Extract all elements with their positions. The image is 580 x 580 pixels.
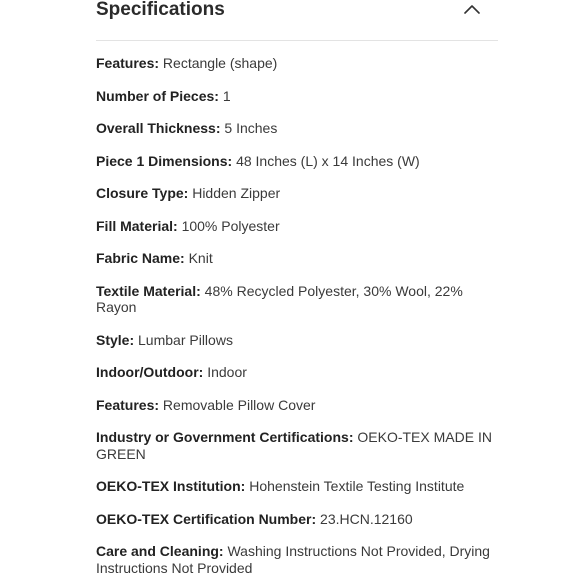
spec-value: Washing Instructions Not Provided, Drying Instructions Not Provided bbox=[96, 543, 490, 576]
section-title: Specifications bbox=[96, 0, 225, 20]
spec-label: Overall Thickness: bbox=[96, 120, 221, 136]
spec-value: Knit bbox=[188, 250, 213, 266]
spec-item bbox=[96, 397, 496, 414]
spec-label: OEKO-TEX Institution: bbox=[96, 478, 246, 494]
spec-item bbox=[96, 511, 496, 528]
spec-item bbox=[96, 153, 496, 170]
spec-label: Features: bbox=[96, 396, 160, 413]
spec-item bbox=[96, 120, 496, 137]
spec-label: Style: bbox=[96, 331, 135, 348]
spec-label: Closure Type: bbox=[96, 185, 189, 201]
spec-value: 100% Polyester bbox=[181, 217, 280, 234]
spec-item bbox=[96, 250, 496, 267]
spec-label: Number of Pieces: bbox=[96, 87, 219, 104]
chevron-up-icon[interactable] bbox=[464, 3, 480, 15]
spec-item bbox=[96, 185, 496, 202]
spec-item bbox=[96, 364, 496, 381]
spec-label: OEKO-TEX Certification Number: bbox=[96, 510, 317, 527]
spec-value: Indoor bbox=[207, 364, 247, 380]
spec-label: Fill Material: bbox=[96, 217, 178, 234]
spec-label: Industry or Government Certifications: bbox=[96, 429, 354, 445]
spec-item bbox=[96, 88, 496, 105]
spec-label: Textile Material: bbox=[96, 282, 201, 299]
specifications-header[interactable] bbox=[96, 0, 498, 41]
spec-item bbox=[96, 55, 496, 72]
spec-item bbox=[96, 332, 496, 349]
spec-value: Rectangle (shape) bbox=[162, 55, 278, 71]
spec-value: Hohenstein Textile Testing Institute bbox=[249, 478, 465, 494]
spec-item bbox=[96, 429, 496, 462]
spec-value: 1 bbox=[222, 87, 231, 104]
spec-value: OEKO-TEX MADE IN GREEN bbox=[96, 429, 492, 462]
spec-label: Features: bbox=[96, 55, 160, 71]
spec-label: Indoor/Outdoor: bbox=[96, 364, 204, 380]
spec-item bbox=[96, 283, 496, 316]
spec-value: 48% Recycled Polyester, 30% Wool, 22% Rayon bbox=[96, 282, 463, 315]
spec-value: 23.HCN.12160 bbox=[320, 510, 413, 527]
specifications-list bbox=[96, 55, 496, 580]
spec-item bbox=[96, 218, 496, 235]
spec-item bbox=[96, 478, 496, 495]
spec-value: Hidden Zipper bbox=[192, 185, 281, 201]
spec-item bbox=[96, 543, 496, 576]
spec-value: Removable Pillow Cover bbox=[162, 396, 316, 413]
spec-value: 5 Inches bbox=[224, 120, 278, 136]
spec-value: Lumbar Pillows bbox=[138, 331, 233, 348]
spec-label: Piece 1 Dimensions: bbox=[96, 152, 233, 169]
spec-label: Care and Cleaning: bbox=[96, 543, 224, 559]
spec-label: Fabric Name: bbox=[96, 250, 185, 266]
spec-value: 48 Inches (L) x 14 Inches (W) bbox=[236, 152, 420, 169]
